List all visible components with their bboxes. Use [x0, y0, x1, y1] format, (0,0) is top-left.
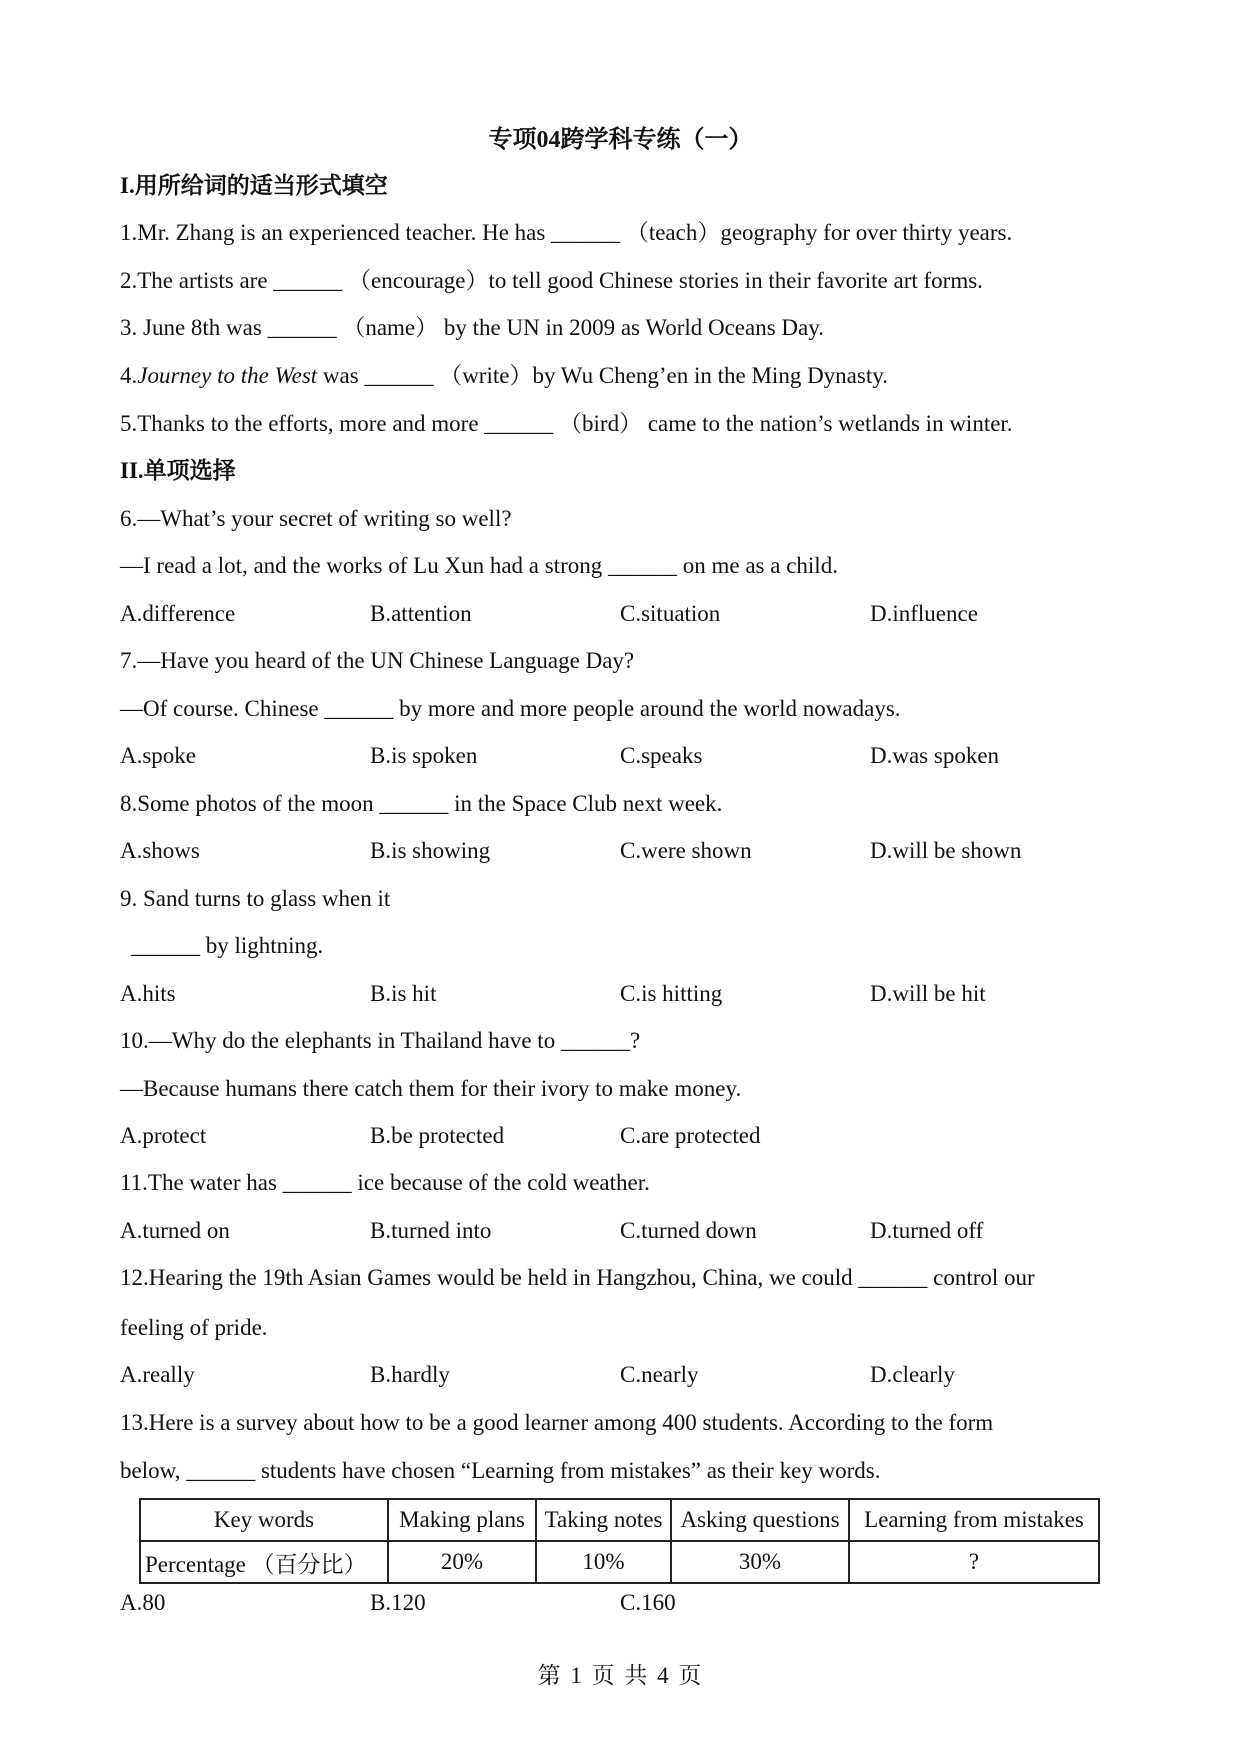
option-d: D.turned off — [870, 1218, 984, 1243]
option-b: B.is hit — [370, 981, 437, 1006]
question-11-options — [120, 1216, 1130, 1246]
option-b: B.turned into — [370, 1218, 492, 1243]
question-12-options — [120, 1360, 1130, 1390]
question-9-continuation: ______ by lightning. — [131, 933, 324, 958]
question-4-number: 4. — [120, 363, 138, 388]
option-b: B.is spoken — [370, 743, 478, 768]
question-13-options — [120, 1588, 1130, 1618]
question-7-reply: —Of course. Chinese ______ by more and more people around the world nowadays. — [120, 696, 901, 721]
question-4-book-title: Journey to the West — [137, 363, 318, 388]
table-cell: Making plans — [388, 1499, 536, 1541]
option-d: D.was spoken — [870, 743, 1000, 768]
table-header-row — [140, 1499, 1099, 1541]
option-c: C.speaks — [620, 743, 703, 768]
option-c: C.are protected — [620, 1123, 761, 1148]
option-c: C.nearly — [620, 1362, 699, 1387]
section1-heading: I.用所给词的适当形式填空 — [120, 173, 388, 198]
option-a: A.protect — [120, 1123, 207, 1148]
question-6-options — [120, 599, 1130, 629]
option-b: B.120 — [370, 1590, 426, 1615]
option-c: C.situation — [620, 601, 721, 626]
table-cell: Percentage （百分比） — [140, 1541, 388, 1583]
question-13-prompt: 13.Here is a survey about how to be a good learner among 400 students. According to the form — [120, 1410, 994, 1435]
section2-heading: II.单项选择 — [120, 458, 236, 483]
page-title: 专项04跨学科专练（一） — [488, 127, 753, 153]
question-9-prompt: 9. Sand turns to glass when it — [120, 886, 391, 911]
question-9-options — [120, 979, 1130, 1009]
question-13-continuation: below, ______ students have chosen “Learning from mistakes” as their key words. — [120, 1458, 881, 1483]
question-2: 2.The artists are ______ （encourage）to tell good Chinese stories in their favorite art forms. — [120, 268, 983, 293]
table-cell: Taking notes — [536, 1499, 671, 1541]
table-cell: 10% — [536, 1541, 671, 1583]
question-6-reply: —I read a lot, and the works of Lu Xun had a strong ______ on me as a child. — [120, 553, 838, 578]
option-a: A.spoke — [120, 743, 197, 768]
option-d: D.influence — [870, 601, 978, 626]
table-cell: Learning from mistakes — [849, 1499, 1099, 1541]
table-cell: 30% — [671, 1541, 849, 1583]
question-12-prompt: 12.Hearing the 19th Asian Games would be held in Hangzhou, China, we could ______ control our — [120, 1265, 1035, 1290]
question-10-reply: —Because humans there catch them for their ivory to make money. — [120, 1076, 742, 1101]
question-8-prompt: 8.Some photos of the moon ______ in the Space Club next week. — [120, 791, 723, 816]
question-10-options — [120, 1121, 1130, 1151]
page-footer: 第 1 页 共 4 页 — [537, 1663, 704, 1688]
option-a: A.difference — [120, 601, 236, 626]
option-d: D.will be hit — [870, 981, 986, 1006]
question-8-options — [120, 836, 1130, 866]
option-a: A.really — [120, 1362, 195, 1387]
option-a: A.turned on — [120, 1218, 230, 1243]
question-6-prompt: 6.—What’s your secret of writing so well? — [120, 506, 512, 531]
option-d: D.clearly — [870, 1362, 955, 1387]
question-4 — [120, 361, 888, 391]
question-7-prompt: 7.—Have you heard of the UN Chinese Language Day? — [120, 648, 635, 673]
option-a: A.shows — [120, 838, 200, 863]
option-b: B.is showing — [370, 838, 491, 863]
option-b: B.be protected — [370, 1123, 505, 1148]
question-5: 5.Thanks to the efforts, more and more ______ （bird） came to the nation’s wetlands in winter. — [120, 411, 1013, 436]
table-cell: Asking questions — [671, 1499, 849, 1541]
table-cell: 20% — [388, 1541, 536, 1583]
question-4-text: was ______ （write）by Wu Cheng’en in the Ming Dynasty. — [317, 363, 888, 388]
question-3: 3. June 8th was ______ （name） by the UN in 2009 as World Oceans Day. — [120, 315, 825, 340]
option-c: C.turned down — [620, 1218, 757, 1243]
question-10-prompt: 10.—Why do the elephants in Thailand have to ______? — [120, 1028, 641, 1053]
option-a: A.80 — [120, 1590, 166, 1615]
question-12-continuation: feeling of pride. — [120, 1315, 268, 1340]
question-1: 1.Mr. Zhang is an experienced teacher. He has ______ （teach）geography for over thirty years. — [120, 220, 1013, 245]
option-c: C.is hitting — [620, 981, 723, 1006]
option-b: B.hardly — [370, 1362, 450, 1387]
question-11-prompt: 11.The water has ______ ice because of the cold weather. — [120, 1170, 650, 1195]
table-cell: Key words — [140, 1499, 388, 1541]
table-row — [140, 1541, 1099, 1583]
table-cell: ? — [849, 1541, 1099, 1583]
question-7-options — [120, 741, 1130, 771]
survey-table — [139, 1498, 1100, 1584]
option-c: C.were shown — [620, 838, 752, 863]
option-a: A.hits — [120, 981, 176, 1006]
option-b: B.attention — [370, 601, 472, 626]
option-c: C.160 — [620, 1590, 676, 1615]
option-d: D.will be shown — [870, 838, 1022, 863]
